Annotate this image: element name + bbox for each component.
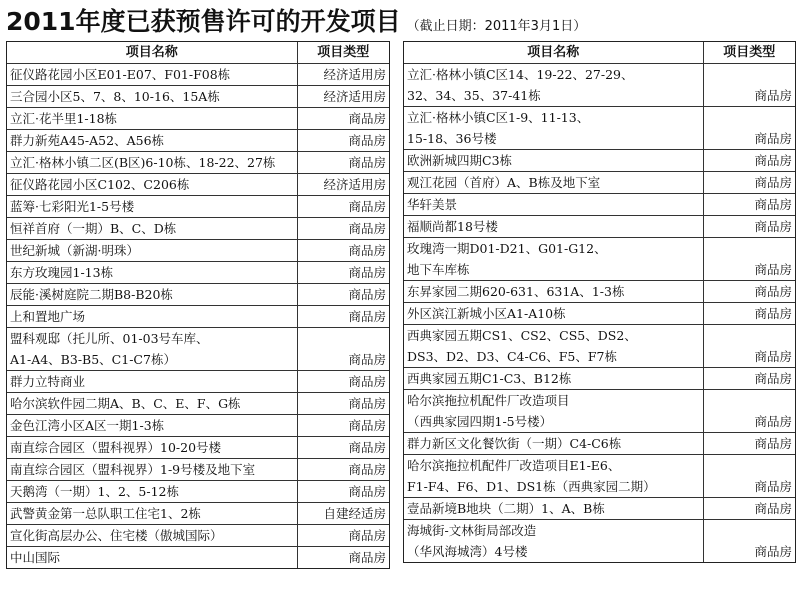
project-name-line: 立汇·格林小镇C区14、19-22、27-29、	[407, 67, 634, 82]
project-type-cell: 商品房	[297, 306, 389, 328]
project-name-cell	[7, 503, 297, 525]
table-row	[7, 152, 389, 174]
table-row	[404, 107, 795, 150]
project-name-cell	[7, 174, 297, 196]
table-row	[7, 393, 389, 415]
page-title	[6, 2, 586, 38]
project-type-cell: 商品房	[297, 218, 389, 240]
project-type-cell: 商品房	[703, 390, 795, 433]
table-row	[404, 498, 795, 520]
project-name-cell	[404, 368, 703, 390]
project-type-cell: 商品房	[703, 238, 795, 281]
project-name-line: F1-F4、F6、D1、DS1栋（西典家园二期）	[407, 479, 656, 494]
project-name-line: 地下车库栋	[407, 262, 470, 277]
project-name-line: 观江花园（首府）A、B栋及地下室	[407, 175, 601, 190]
name-column-header: 项目名称	[527, 44, 580, 60]
project-name-line: 华轩美景	[407, 197, 458, 212]
project-name-line: DS3、D2、D3、C4-C6、F5、F7栋	[407, 349, 617, 364]
table-row	[7, 481, 389, 503]
table-row	[404, 194, 795, 216]
project-name-cell	[7, 437, 297, 459]
table-row	[7, 525, 389, 547]
project-name-cell	[7, 262, 297, 284]
table-row	[7, 64, 389, 86]
project-type-cell: 商品房	[297, 415, 389, 437]
main-title: 2011年度已获预售许可的开发项目	[6, 7, 401, 36]
project-type-cell: 商品房	[297, 547, 389, 569]
project-type-cell: 商品房	[297, 328, 389, 371]
project-name-cell	[404, 194, 703, 216]
table-row	[7, 437, 389, 459]
project-name-line: 恒祥首府（一期）B、C、D栋	[10, 221, 177, 236]
project-name-line: 哈尔滨拖拉机配件厂改造项目	[407, 393, 570, 408]
table-row	[404, 64, 795, 107]
project-type-cell: 商品房	[703, 150, 795, 172]
project-type-cell: 商品房	[703, 64, 795, 107]
table-row	[7, 174, 389, 196]
project-name-cell	[7, 152, 297, 174]
table-row	[7, 86, 389, 108]
project-type-cell: 商品房	[703, 455, 795, 498]
project-type-cell: 商品房	[297, 240, 389, 262]
project-name-line: 蓝筹·七彩阳光1-5号楼	[10, 199, 135, 214]
table-row	[7, 547, 389, 569]
project-type-cell: 商品房	[703, 520, 795, 563]
project-name-cell	[404, 172, 703, 194]
project-type-cell: 商品房	[297, 196, 389, 218]
project-name-cell	[7, 481, 297, 503]
project-type-cell: 商品房	[297, 393, 389, 415]
table-row	[7, 503, 389, 525]
project-name-line: （华风海城湾）4号楼	[407, 544, 528, 559]
table-row	[404, 520, 795, 563]
project-type-cell: 商品房	[297, 152, 389, 174]
project-type-cell: 商品房	[297, 481, 389, 503]
project-name-line: 中山国际	[10, 550, 61, 565]
right-table	[404, 42, 795, 562]
project-name-line: 征仪路花园小区C102、C206栋	[10, 177, 190, 192]
table-row	[7, 306, 389, 328]
project-name-line: 世纪新城（新湖·明珠）	[10, 243, 139, 258]
table-row	[7, 415, 389, 437]
table-row	[7, 262, 389, 284]
project-name-line: 壹品新境B地块（二期）1、A、B栋	[407, 501, 605, 516]
table-row	[404, 303, 795, 325]
table-row	[7, 240, 389, 262]
table-row	[404, 216, 795, 238]
table-row	[7, 108, 389, 130]
project-name-cell	[7, 108, 297, 130]
project-name-line: 西典家园五期C1-C3、B12栋	[407, 371, 572, 386]
project-name-cell	[404, 498, 703, 520]
project-type-cell: 商品房	[703, 281, 795, 303]
table-row	[7, 196, 389, 218]
project-name-cell	[404, 150, 703, 172]
project-type-cell: 商品房	[297, 371, 389, 393]
type-column-header: 项目类型	[297, 42, 389, 64]
project-name-line: 立汇·格林小镇二区(B区)6-10栋、18-22、27栋	[10, 155, 276, 170]
project-name-cell	[7, 86, 297, 108]
project-type-cell: 商品房	[703, 368, 795, 390]
left-table-panel	[6, 41, 390, 569]
project-type-cell: 自建经适房	[297, 503, 389, 525]
project-type-cell: 商品房	[703, 194, 795, 216]
type-column-header: 项目类型	[703, 42, 795, 64]
table-row	[404, 390, 795, 433]
project-name-cell	[7, 196, 297, 218]
project-name-cell	[7, 393, 297, 415]
table-row	[7, 371, 389, 393]
name-column-header: 项目名称	[125, 44, 178, 60]
cutoff-date: （截止日期：2011年3月1日）	[406, 19, 587, 34]
project-name-line: 盟科观邸（托儿所、01-03号车库、	[10, 331, 209, 346]
project-name-line: 西典家园五期CS1、CS2、CS5、DS2、	[407, 328, 637, 343]
project-name-line: 金色江湾小区A区一期1-3栋	[10, 418, 165, 433]
project-name-cell	[7, 306, 297, 328]
project-name-line: 南直综合园区（盟科视界）10-20号楼	[10, 440, 222, 455]
project-name-cell	[404, 455, 703, 498]
project-name-cell	[404, 390, 703, 433]
project-type-cell: 商品房	[297, 284, 389, 306]
project-name-cell	[7, 64, 297, 86]
project-name-cell	[404, 303, 703, 325]
project-name-line: 32、34、35、37-41栋	[407, 88, 541, 103]
table-row	[404, 455, 795, 498]
project-name-cell	[7, 459, 297, 481]
project-type-cell: 商品房	[703, 107, 795, 150]
table-row	[404, 368, 795, 390]
project-name-cell	[7, 130, 297, 152]
project-name-line: 东昇家园二期620-631、631A、1-3栋	[407, 284, 625, 299]
right-header-row	[404, 42, 795, 64]
project-type-cell: 商品房	[297, 525, 389, 547]
left-table-body	[7, 64, 389, 569]
project-name-line: 群力新苑A45-A52、A56栋	[10, 133, 165, 148]
project-name-line: A1-A4、B3-B5、C1-C7栋）	[10, 352, 176, 367]
left-header-row	[7, 42, 389, 64]
project-type-cell: 商品房	[297, 437, 389, 459]
project-name-line: 天鹅湾（一期）1、2、5-12栋	[10, 484, 179, 499]
project-type-cell: 商品房	[297, 262, 389, 284]
project-type-cell: 商品房	[703, 216, 795, 238]
project-name-line: 群力新区文化餐饮街（一期）C4-C6栋	[407, 436, 622, 451]
project-name-line: 东方玫瑰园1-13栋	[10, 265, 114, 280]
table-row	[7, 130, 389, 152]
project-type-cell: 商品房	[297, 130, 389, 152]
project-type-cell: 经济适用房	[297, 174, 389, 196]
project-type-cell: 商品房	[703, 325, 795, 368]
project-type-cell: 商品房	[703, 498, 795, 520]
project-name-cell	[404, 433, 703, 455]
project-name-cell	[404, 107, 703, 150]
project-type-cell: 商品房	[703, 433, 795, 455]
project-name-cell	[404, 216, 703, 238]
project-name-cell	[404, 281, 703, 303]
project-type-cell: 经济适用房	[297, 64, 389, 86]
project-name-line: 海城街-文林街局部改造	[407, 523, 537, 538]
project-name-line: 宣化街高层办公、住宅楼（傲城国际）	[10, 528, 223, 543]
project-name-line: 三合园小区5、7、8、10-16、15A栋	[10, 89, 220, 104]
left-table	[7, 42, 389, 568]
project-name-line: 哈尔滨拖拉机配件厂改造项目E1-E6、	[407, 458, 621, 473]
project-name-cell	[7, 547, 297, 569]
project-name-line: 外区滨江新城小区A1-A10栋	[407, 306, 566, 321]
right-table-body	[404, 64, 795, 563]
project-name-line: 15-18、36号楼	[407, 131, 497, 146]
project-name-cell	[404, 325, 703, 368]
project-name-cell	[7, 218, 297, 240]
project-type-cell: 商品房	[297, 108, 389, 130]
right-table-panel	[403, 41, 796, 563]
table-row	[7, 218, 389, 240]
project-type-cell: 经济适用房	[297, 86, 389, 108]
project-name-line: 辰能·溪树庭院二期B8-B20栋	[10, 287, 173, 302]
table-row	[7, 328, 389, 371]
table-row	[404, 281, 795, 303]
table-row	[404, 238, 795, 281]
project-name-cell	[404, 64, 703, 107]
project-name-cell	[7, 371, 297, 393]
project-name-cell	[7, 525, 297, 547]
project-type-cell: 商品房	[297, 459, 389, 481]
table-row	[7, 284, 389, 306]
project-name-line: 上和置地广场	[10, 309, 86, 324]
project-name-line: 欧洲新城四期C3栋	[407, 153, 513, 168]
project-name-cell	[404, 238, 703, 281]
project-name-line: 群力立特商业	[10, 374, 86, 389]
project-name-line: 玫瑰湾一期D01-D21、G01-G12、	[407, 241, 607, 256]
project-name-line: （西典家园四期1-5号楼）	[407, 414, 553, 429]
project-name-line: 南直综合园区（盟科视界）1-9号楼及地下室	[10, 462, 256, 477]
project-name-line: 立汇·格林小镇C区1-9、11-13、	[407, 110, 590, 125]
project-name-line: 福顺尚都18号楼	[407, 219, 498, 234]
project-name-line: 武警黄金第一总队职工住宅1、2栋	[10, 506, 201, 521]
project-name-line: 立汇·花半里1-18栋	[10, 111, 118, 126]
project-name-line: 哈尔滨软件园二期A、B、C、E、F、G栋	[10, 396, 241, 411]
project-name-line: 征仪路花园小区E01-E07、F01-F08栋	[10, 67, 231, 82]
project-name-cell	[404, 520, 703, 563]
project-name-cell	[7, 284, 297, 306]
project-name-cell	[7, 415, 297, 437]
project-type-cell: 商品房	[703, 303, 795, 325]
table-row	[404, 150, 795, 172]
project-name-cell	[7, 240, 297, 262]
table-row	[404, 325, 795, 368]
table-row	[404, 433, 795, 455]
table-row	[7, 459, 389, 481]
project-name-cell	[7, 328, 297, 371]
project-type-cell: 商品房	[703, 172, 795, 194]
table-row	[404, 172, 795, 194]
